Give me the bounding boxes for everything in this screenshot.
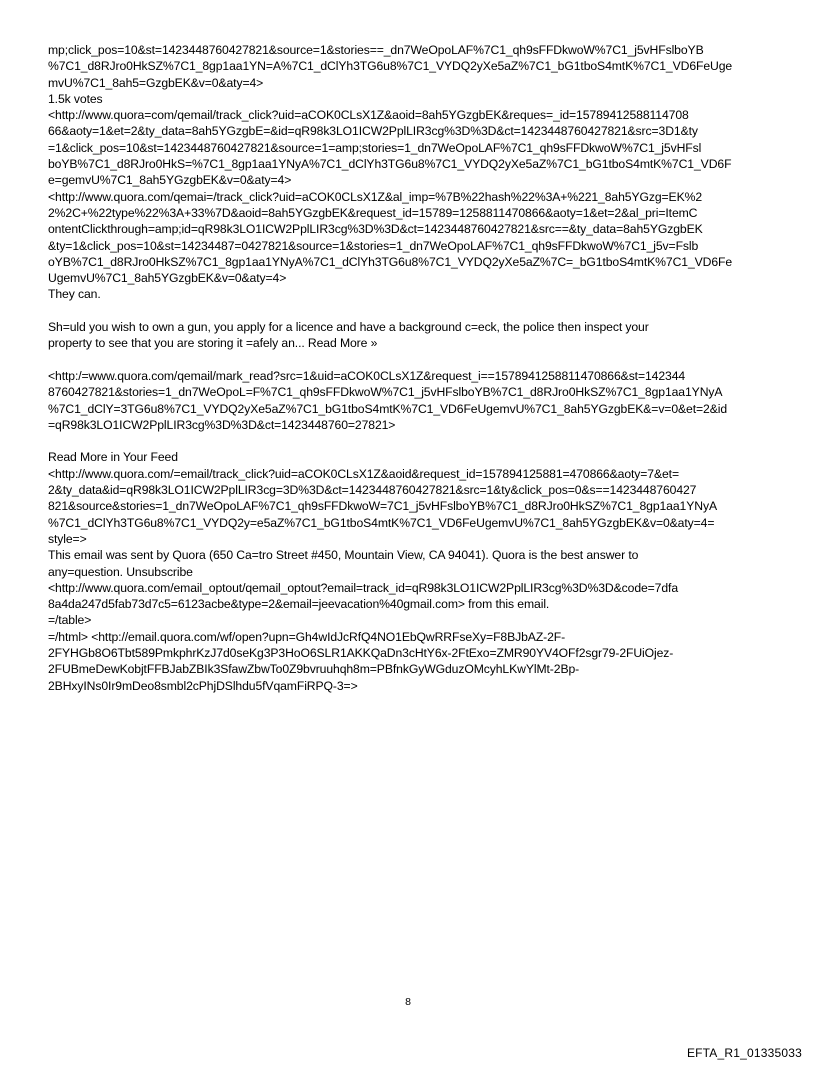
page-number: 8: [405, 996, 411, 1008]
text-line: 2BHxyINs0Ir9mDeo8smbl2cPhjDSlhdu5fVqamFiRPQ-3=>: [48, 678, 358, 693]
answer-text: property to see that you are storing it =afely an... Read More »: [48, 336, 378, 351]
text-line: oYB%7C1_d8RJro0HkSZ%7C1_8gp1aa1YNyA%7C1_dClYh3TG6u8%7C1_VYDQ2yXe5aZ%7C=_bG1tboS4mtK%7C1_VD6Fe: [48, 254, 733, 269]
blank-line: [48, 433, 778, 449]
blank-line: [48, 352, 778, 368]
vote-count: 1.5k votes: [48, 91, 103, 106]
text-line: <http:/=www.quora.com/qemail/mark_read?src=1&uid=aCOK0CLsX1Z&request_i==1578941258811470866&st=142344: [48, 368, 686, 383]
text-line: <http://www.quora.com/email_optout/qemail_optout?email=track_id=qR98k3LO1ICW2PplLIR3cg%3D%3D&code=7dfa: [48, 580, 679, 595]
blank-line: [48, 303, 778, 319]
answer-text: They can.: [48, 287, 101, 302]
text-line: =/table>: [48, 613, 92, 628]
text-line: mp;click_pos=10&st=1423448760427821&source=1&stories==_dn7WeOpoLAF%7C1_qh9sFFDkwoW%7C1_j5vHFslboYB: [48, 43, 704, 57]
text-line: <http://www.quora=com/qemail/track_click?uid=aCOK0CLsX1Z&aoid=8ah5YGzgbEK&reques=_id=15789412588114708: [48, 108, 689, 123]
text-line: 8a4da247d5fab73d7c5=6123acbe&type=2&email=jeevacation%40gmail.com> from this email.: [48, 597, 550, 612]
text-line: %7C1_d8RJro0HkSZ%7C1_8gp1aa1YN=A%7C1_dClYh3TG6u8%7C1_VYDQ2yXe5aZ%7C1_bG1tboS4mtK%7C1_VD6FeUge: [48, 59, 733, 74]
text-line: 821&source&stories=1_dn7WeOpoLAF%7C1_qh9sFFDkwoW=7C1_j5vHFslboYB%7C1_d8RJro0HkSZ%7C1_8gp1aa1YNyA: [48, 499, 717, 514]
text-line: 2FYHGb8O6Tbt589PmkphrKzJ7d0seKg3P3HoO6SLR1AKKQaDn3cHtY6x-2FtExo=ZMR90YV4OFf2sgr79-2FUiOjez-: [48, 645, 674, 660]
text-line: 2FUBmeDewKobjtFFBJabZBIk3SfawZbwTo0Z9bvruuhqh8m=PBfnkGyWGduzOMcyhLKwYlMt-2Bp-: [48, 662, 580, 677]
text-line: boYB%7C1_d8RJro0HkS=%7C1_8gp1aa1YNyA%7C1_dClYh3TG6u8%7C1_VYDQ2yXe5aZ%7C1_bG1tboS4mtK%7C1_VD6F: [48, 157, 732, 172]
text-line: <http://www.quora.com/qemai=/track_click?uid=aCOK0CLsX1Z&al_imp=%7B%22hash%22%3A+%221_8ah5YGzg=EK%2: [48, 189, 703, 204]
text-line: =qR98k3LO1ICW2PplLIR3cg%3D%3D&ct=1423448760=27821>: [48, 417, 396, 432]
text-line: 8760427821&stories=1_dn7WeOpoL=F%7C1_qh9sFFDkwoW%7C1_j5vHFslboYB%7C1_d8RJro0HkSZ%7C1_8gp1aa1YNyA: [48, 385, 723, 400]
text-line: 2&ty_data&id=qR98k3LO1ICW2PplLIR3cg=3D%3D&ct=1423448760427821&src=1&ty&click_pos=0&s==1423448760427: [48, 483, 697, 498]
document-id: EFTA_R1_01335033: [686, 1046, 802, 1060]
text-line: <http://www.quora.com/=email/track_click?uid=aCOK0CLsX1Z&aoid&request_id=157894125881=470866&aoty=7&et=: [48, 466, 679, 481]
footer-notice: any=question. Unsubscribe: [48, 564, 193, 579]
text-line: =1&click_pos=10&st=1423448760427821&source=1=amp;stories=1_dn7WeOpoLAF%7C1_qh9sFFDkwoW%7C1_j5vHFsl: [48, 140, 702, 155]
text-line: 2%2C+%22type%22%3A+33%7D&aoid=8ah5YGzgbEK&request_id=15789=1258811470866&aoty=1&et=2&al_pri=ItemC: [48, 205, 698, 220]
text-line: %7C1_dClYh3TG6u8%7C1_VYDQ2y=e5aZ%7C1_bG1tboS4mtK%7C1_VD6FeUgemvU%7C1_8ah5YGzgbEK&v=0&aty=4=: [48, 515, 715, 530]
footer-notice: This email was sent by Quora (650 Ca=tro Street #450, Mountain View, CA 94041). Quora is the best answer to: [48, 548, 639, 563]
text-line: UgemvU%7C1_8ah5YGzgbEK&v=0&aty=4>: [48, 271, 287, 286]
answer-text: Sh=uld you wish to own a gun, you apply for a licence and have a background c=eck, the police then inspect your: [48, 320, 649, 335]
text-line: %7C1_dClY=3TG6u8%7C1_VYDQ2yXe5aZ%7C1_bG1tboS4mtK%7C1_VD6FeUgemvU%7C1_8ah5YGzgbEK&=v=0&et=2&id: [48, 401, 728, 416]
text-line: style=>: [48, 531, 87, 546]
section-heading: Read More in Your Feed: [48, 450, 178, 465]
text-line: mvU%7C1_8ah5=GzgbEK&v=0&aty=4>: [48, 75, 264, 90]
text-line: =/html> <http://email.quora.com/wf/open?upn=Gh4wIdJcRfQ4NO1EbQwRRFseXy=F8BJbAZ-2F-: [48, 629, 566, 644]
text-line: ontentClickthrough=amp;id=qR98k3LO1ICW2PplLIR3cg%3D%3D&ct=1423448760427821&src==&ty_data=8ah5YGzgbEK: [48, 222, 703, 237]
text-line: e=gemvU%7C1_8ah5YGzgbEK&v=0&aty=4>: [48, 173, 292, 188]
text-line: &ty=1&click_pos=10&st=14234487=0427821&source=1&stories=1_dn7WeOpoLAF%7C1_qh9sFFDkwoW%7C1_j5v=Fslb: [48, 238, 699, 253]
email-body-text: [48, 42, 778, 694]
text-line: 66&aoty=1&et=2&ty_data=8ah5YGzgbE=&id=qR98k3LO1ICW2PplLIR3cg%3D%3D&ct=1423448760427821&src=3D1&ty: [48, 124, 698, 139]
